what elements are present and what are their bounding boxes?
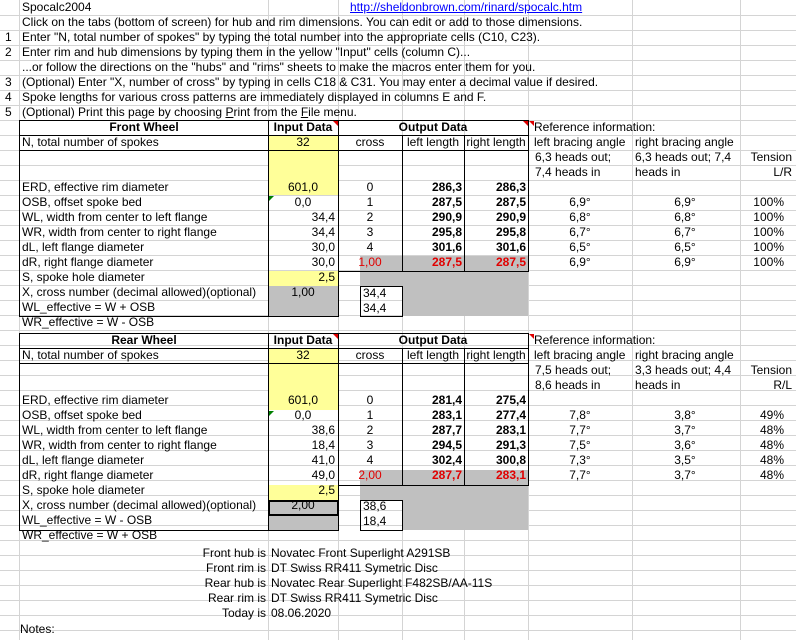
front-right-len-4: 301,6 — [495, 240, 526, 254]
rear-right-len-0: 275,4 — [495, 393, 526, 407]
front-left-len-3: 295,8 — [431, 225, 462, 239]
step-num-4: 4 — [5, 90, 12, 104]
rear-input-2[interactable]: 0,0 — [294, 408, 312, 422]
rear-tension-1: 48% — [759, 423, 784, 437]
front-ref-right-h3: heads in — [635, 165, 681, 179]
step-text-5: (Optional) Print this page by choosing Print from the File menu. — [22, 105, 357, 119]
grid-row-line — [0, 615, 796, 616]
rear-left-len-5: 287,7 — [431, 468, 462, 482]
rear-tension-0: 49% — [759, 408, 784, 422]
rear-right-len-1: 277,4 — [495, 408, 526, 422]
front-ref-right-4: 6,9° — [674, 255, 696, 269]
front-rim-value[interactable]: DT Swiss RR411 Symetric Disc — [271, 561, 438, 575]
front-gray-fill-eff2 — [402, 286, 528, 316]
front-left-len-1: 287,5 — [431, 195, 462, 209]
rear-cross-label: cross — [355, 348, 385, 362]
front-input-8[interactable]: 1,00 — [291, 285, 315, 299]
front-label-8: X, cross number (decimal allowed)(optional) — [22, 285, 257, 299]
rear-input-header: Input Data — [273, 333, 333, 347]
rear-ref-left-h3: 8,6 heads in — [535, 378, 601, 392]
grid-col-line — [632, 0, 633, 640]
front-input-7[interactable]: 2,5 — [318, 270, 335, 284]
front-input-2[interactable]: 0,0 — [294, 195, 312, 209]
rear-label-5: dL, left flange diameter — [22, 453, 145, 467]
front-label-9: WL_effective = W + OSB — [22, 300, 156, 314]
rear-gray-fill-eff2 — [402, 500, 528, 530]
front-ref-right-2: 6,7° — [674, 225, 696, 239]
rear-label-6: dR, right flange diameter — [22, 468, 154, 482]
step-text-1: Enter "N, total number of spokes" by typing the total number into the appropriate cells (C10, C23). — [22, 30, 541, 44]
rear-tension-h2: R/L — [773, 378, 792, 392]
front-label-7: S, spoke hole diameter — [22, 270, 145, 284]
rear-label-10: WR_effective = W + OSB — [22, 528, 158, 542]
rear-label-8: X, cross number (decimal allowed)(optional) — [22, 498, 257, 512]
rear-ref-left-h1: left bracing angle — [534, 348, 626, 362]
front-label-5: dL, left flange diameter — [22, 240, 145, 254]
rear-label-4: WR, width from center to right flange — [22, 438, 217, 452]
rear-input-5[interactable]: 41,0 — [311, 453, 335, 467]
front-left-len-2: 290,9 — [431, 210, 462, 224]
front-ref-left-1: 6,8° — [569, 210, 591, 224]
front-ref-title: Reference information: — [534, 120, 656, 134]
front-cross-5: 1,00 — [358, 255, 382, 269]
front-tension-h2: L/R — [773, 165, 792, 179]
front-rim-label: Front rim is — [206, 561, 266, 575]
rear-ref-left-h2: 7,5 heads out; — [535, 363, 612, 377]
front-cross-label: cross — [355, 135, 385, 149]
front-tension-1: 100% — [753, 210, 784, 224]
front-right-len-0: 286,3 — [495, 180, 526, 194]
rear-ref-left-2: 7,5° — [569, 438, 591, 452]
rear-ref-right-3: 3,5° — [674, 453, 696, 467]
front-label-4: WR, width from center to right flange — [22, 225, 217, 239]
rear-cross-5: 2,00 — [358, 468, 382, 482]
rear-ref-left-1: 7,7° — [569, 423, 591, 437]
front-ref-left-0: 6,9° — [569, 195, 591, 209]
front-tension-h1: Tension — [750, 150, 792, 164]
front-tension-3: 100% — [753, 240, 784, 254]
rear-left-len-4: 302,4 — [431, 453, 462, 467]
front-ref-left-h1: left bracing angle — [534, 135, 626, 149]
front-ref-left-3: 6,5° — [569, 240, 591, 254]
front-ref-right-0: 6,9° — [674, 195, 696, 209]
front-hub-label: Front hub is — [202, 546, 266, 560]
front-left-len-label: left length — [406, 135, 460, 149]
sheet-title: Spocalc2004 — [22, 0, 92, 14]
front-label-0: N, total number of spokes — [22, 135, 159, 149]
grid-row-line — [0, 330, 796, 331]
step-text-4: Spoke lengths for various cross patterns are immediately displayed in columns E and F. — [22, 90, 487, 104]
front-right-len-label: right length — [466, 135, 526, 149]
front-wr-eff: 34,4 — [363, 301, 387, 315]
intro-text: Click on the tabs (bottom of screen) for hub and rim dimensions. You can edit or add to those dimensions. — [22, 15, 583, 29]
rear-cross-2: 2 — [366, 423, 374, 437]
rear-tension-h1: Tension — [750, 363, 792, 377]
front-right-len-3: 295,8 — [495, 225, 526, 239]
front-ref-right-3: 6,5° — [674, 240, 696, 254]
rear-label-2: OSB, offset spoke bed — [22, 408, 142, 422]
error-indicator-front-wl[interactable] — [269, 196, 274, 201]
rear-hub-label: Rear hub is — [204, 576, 266, 590]
rear-tension-2: 48% — [759, 438, 784, 452]
front-label-1: ERD, effective rim diameter — [22, 180, 169, 194]
rear-right-len-4: 300,8 — [495, 453, 526, 467]
rear-cross-1: 1 — [366, 408, 374, 422]
rear-ref-title: Reference information: — [534, 333, 656, 347]
rear-input-3[interactable]: 38,6 — [311, 423, 335, 437]
front-cross-0: 0 — [366, 180, 374, 194]
front-cross-1: 1 — [366, 195, 374, 209]
front-input-3[interactable]: 34,4 — [311, 210, 335, 224]
step-text-2: Enter rim and hub dimensions by typing them in the yellow "Input" cells (column C)... — [22, 45, 471, 59]
front-cross-3: 3 — [366, 225, 374, 239]
grid-col-line — [740, 0, 741, 640]
rear-output-header: Output Data — [398, 333, 468, 347]
rear-left-len-1: 283,1 — [431, 408, 462, 422]
front-ref-left-4: 6,9° — [569, 255, 591, 269]
rear-label-3: WL, width from center to left flange — [22, 423, 208, 437]
comment-indicator-front-output[interactable] — [523, 121, 528, 126]
front-left-len-0: 286,3 — [431, 180, 462, 194]
rear-ref-right-4: 3,7° — [674, 468, 696, 482]
front-ref-right-h2: 6,3 heads out; 7,4 — [635, 150, 732, 164]
rear-tension-3: 48% — [759, 453, 784, 467]
rear-input-1[interactable]: 601,0 — [287, 393, 319, 407]
step-num-2: 2 — [5, 45, 12, 59]
front-right-len-1: 287,5 — [495, 195, 526, 209]
step-num-1: 1 — [5, 30, 12, 44]
front-input-5[interactable]: 30,0 — [311, 240, 335, 254]
comment-indicator-front-input[interactable] — [333, 121, 338, 126]
front-left-len-4: 301,6 — [431, 240, 462, 254]
rear-wr-eff: 18,4 — [363, 514, 387, 528]
rear-ref-right-2: 3,6° — [674, 438, 696, 452]
rear-ref-right-h3: heads in — [635, 378, 681, 392]
front-label-3: WL, width from center to left flange — [22, 210, 208, 224]
front-ref-left-h3: 7,4 heads in — [535, 165, 601, 179]
rear-hub-value[interactable]: Novatec Rear Superlight F482SB/AA-11S — [271, 576, 493, 590]
grid-col-line — [528, 0, 529, 640]
front-input-6[interactable]: 30,0 — [311, 255, 335, 269]
rear-ref-left-4: 7,7° — [569, 468, 591, 482]
rear-ref-right-h1: right bracing angle — [635, 348, 734, 362]
rear-rim-label: Rear rim is — [207, 591, 266, 605]
front-tension-2: 100% — [753, 225, 784, 239]
rear-ref-right-h2: 3,3 heads out; 4,4 — [635, 363, 732, 377]
today-label: Today is — [221, 606, 266, 620]
front-right-len-2: 290,9 — [495, 210, 526, 224]
rear-input-0[interactable]: 32 — [296, 348, 310, 362]
front-tension-0: 100% — [753, 195, 784, 209]
front-input-0[interactable]: 32 — [296, 135, 310, 149]
rear-label-0: N, total number of spokes — [22, 348, 159, 362]
front-right-len-5: 287,5 — [495, 255, 526, 269]
rear-tension-4: 48% — [759, 468, 784, 482]
error-indicator-rear-wl[interactable] — [269, 411, 274, 416]
front-ref-right-1: 6,8° — [674, 210, 696, 224]
rear-ref-right-1: 3,7° — [674, 423, 696, 437]
rear-left-len-0: 281,4 — [431, 393, 462, 407]
rear-label-9: WL_effective = W - OSB — [22, 513, 153, 527]
front-ref-right-h1: right bracing angle — [635, 135, 734, 149]
step-num-5: 5 — [5, 105, 12, 119]
front-wheel-title: Front Wheel — [109, 120, 179, 134]
front-ref-left-2: 6,7° — [569, 225, 591, 239]
front-input-4[interactable]: 34,4 — [311, 225, 335, 239]
rear-right-len-2: 283,1 — [495, 423, 526, 437]
rear-rim-value[interactable]: DT Swiss RR411 Symetric Disc — [271, 591, 438, 605]
rear-right-len-3: 291,3 — [495, 438, 526, 452]
rear-input-8[interactable]: 2,00 — [291, 498, 315, 512]
rear-right-len-label: right length — [466, 348, 526, 362]
rear-left-len-3: 294,5 — [431, 438, 462, 452]
today-value[interactable]: 08.06.2020 — [271, 606, 332, 620]
grid-row-line — [0, 630, 796, 631]
rear-wheel-title: Rear Wheel — [111, 333, 177, 347]
front-left-len-5: 287,5 — [431, 255, 462, 269]
grid-col-line — [19, 0, 20, 640]
front-label-6: dR, right flange diameter — [22, 255, 154, 269]
front-hub-value[interactable]: Novatec Front Superlight A291SB — [271, 546, 451, 560]
rear-ref-left-3: 7,3° — [569, 453, 591, 467]
rear-ref-left-0: 7,8° — [569, 408, 591, 422]
reference-link[interactable]: http://sheldonbrown.com/rinard/spocalc.htm — [350, 0, 583, 14]
rear-left-len-2: 287,7 — [431, 423, 462, 437]
rear-input-7[interactable]: 2,5 — [318, 483, 335, 497]
comment-indicator-front-ref[interactable] — [529, 121, 534, 126]
notes-label: Notes: — [20, 622, 55, 636]
rear-right-len-5: 283,1 — [495, 468, 526, 482]
front-ref-left-h2: 6,3 heads out; — [535, 150, 612, 164]
rear-left-len-label: left length — [406, 348, 460, 362]
rear-cross-3: 3 — [366, 438, 374, 452]
front-cross-2: 2 — [366, 210, 374, 224]
comment-indicator-rear-ref[interactable] — [529, 334, 534, 339]
step-text-2b: ...or follow the directions on the "hubs" and "rims" sheets to make the macros enter them for you. — [22, 60, 536, 74]
front-output-header: Output Data — [398, 120, 468, 134]
rear-cross-0: 0 — [366, 393, 374, 407]
front-cross-4: 4 — [366, 240, 374, 254]
step-num-3: 3 — [5, 75, 12, 89]
rear-cross-4: 4 — [366, 453, 374, 467]
rear-ref-right-0: 3,8° — [674, 408, 696, 422]
rear-label-7: S, spoke hole diameter — [22, 483, 145, 497]
front-wl-eff: 34,4 — [363, 286, 387, 300]
rear-wl-eff: 38,6 — [363, 499, 387, 513]
front-label-2: OSB, offset spoke bed — [22, 195, 142, 209]
rear-input-4[interactable]: 18,4 — [311, 438, 335, 452]
rear-label-1: ERD, effective rim diameter — [22, 393, 169, 407]
rear-input-6[interactable]: 49,0 — [311, 468, 335, 482]
front-input-header: Input Data — [273, 120, 333, 134]
step-text-3: (Optional) Enter "X, number of cross" by typing in cells C18 & C31. You may enter a decimal value if desired. — [22, 75, 599, 89]
front-input-1[interactable]: 601,0 — [287, 180, 319, 194]
comment-indicator-rear-input[interactable] — [333, 334, 338, 339]
front-label-10: WR_effective = W - OSB — [22, 315, 155, 329]
front-tension-4: 100% — [753, 255, 784, 269]
